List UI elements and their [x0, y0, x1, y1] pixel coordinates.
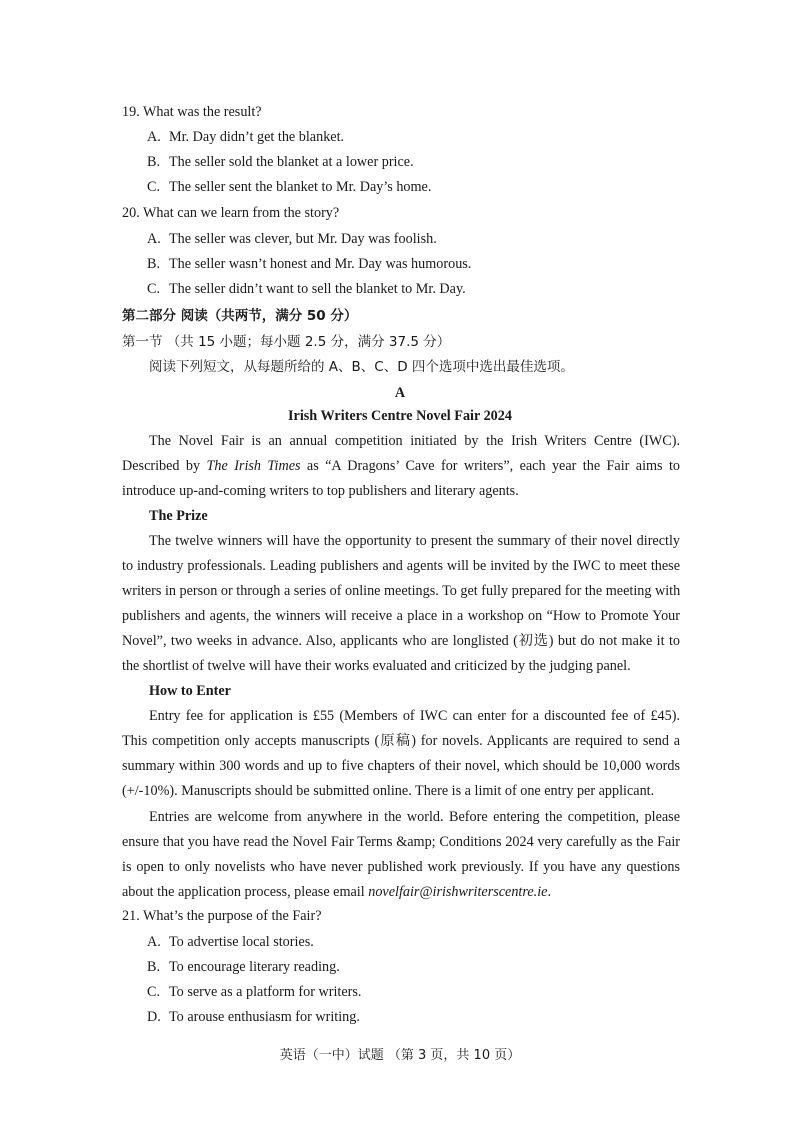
q20-option-c	[147, 280, 466, 298]
prize-line: publishers and agents, the winners will receive a place in a workshop on “How to Promote Your	[122, 608, 680, 624]
q19-option-b	[147, 153, 414, 171]
q21-option-a	[147, 933, 314, 951]
q19-stem: 19. What was the result?	[122, 104, 262, 120]
option-text: The seller was clever, but Mr. Day was foolish.	[169, 231, 437, 247]
entries-line	[122, 883, 680, 901]
section1-title: 第一节 （共 15 小题；每小题 2.5 分，满分 37.5 分）	[122, 334, 451, 350]
intro-line: introduce up-and-coming writers to top publishers and literary agents.	[122, 483, 519, 499]
q20-stem: 20. What can we learn from the story?	[122, 205, 340, 221]
option-text: Mr. Day didn’t get the blanket.	[169, 129, 345, 145]
enter-line: (+/-10%). Manuscripts should be submitted online. There is a limit of one entry per applicant.	[122, 783, 655, 799]
option-letter: C.	[147, 984, 161, 1000]
entries-line: ensure that you have read the Novel Fair Terms &amp; Conditions 2024 very carefully as the Fair	[122, 834, 680, 850]
option-letter: B.	[147, 959, 161, 975]
option-letter: C.	[147, 281, 161, 297]
q21-stem: 21. What’s the purpose of the Fair?	[122, 908, 322, 924]
prize-line: the shortlist of twelve will have their works evaluated and criticized by the judging panel.	[122, 658, 631, 674]
text-run: Described by	[122, 458, 207, 474]
intro-line: The Novel Fair is an annual competition initiated by the Irish Writers Centre (IWC).	[149, 433, 680, 449]
option-letter: A.	[147, 129, 161, 145]
q20-option-a	[147, 230, 437, 248]
q21-option-b	[147, 958, 340, 976]
reading-instruction: 阅读下列短文，从每题所给的 A、B、C、D 四个选项中选出最佳选项。	[149, 359, 574, 375]
enter-heading: How to Enter	[149, 683, 231, 699]
enter-line: This competition only accepts manuscripts (原稿) for novels. Applicants are required to send a	[122, 733, 680, 749]
prize-line: Novel”, two weeks in advance. Also, applicants who are longlisted (初选) but do not make it to	[122, 633, 680, 649]
option-letter: B.	[147, 154, 161, 170]
entries-line: is open to only novelists who have never published work previously. If you have any questions	[122, 859, 680, 875]
text-run: as “A Dragons’ Cave for writers”, each year the Fair aims to	[300, 458, 680, 474]
option-letter: B.	[147, 256, 161, 272]
option-text: To arouse enthusiasm for writing.	[169, 1009, 360, 1025]
prize-line: writers in person or through a series of online meetings. To get fully prepared for the meeting with	[122, 583, 681, 599]
option-text: To serve as a platform for writers.	[169, 984, 362, 1000]
contact-email: novelfair@irishwriterscentre.ie	[368, 884, 548, 900]
prize-line: The twelve winners will have the opportunity to present the summary of their novel directly	[149, 533, 680, 549]
page-footer: 英语（一中）试题 （第 3 页，共 10 页）	[279, 1048, 521, 1063]
text-run: about the application process, please email	[122, 884, 369, 900]
option-letter: D.	[147, 1009, 161, 1025]
enter-line: summary within 300 words and up to five chapters of their novel, which should be 10,000 words	[122, 758, 680, 774]
prize-line: to industry professionals. Leading publishers and agents will be invited by the IWC to meet these	[122, 558, 680, 574]
q21-option-c	[147, 983, 361, 1001]
intro-line	[122, 457, 680, 475]
text-run: .	[547, 884, 551, 900]
option-text: To encourage literary reading.	[169, 959, 340, 975]
part2-title: 第二部分 阅读（共两节，满分 50 分）	[122, 308, 358, 324]
option-text: The seller didn’t want to sell the blanket to Mr. Day.	[169, 281, 466, 297]
option-text: The seller sold the blanket at a lower price.	[169, 154, 414, 170]
option-text: The seller sent the blanket to Mr. Day’s home.	[169, 179, 432, 195]
q19-option-a	[147, 128, 344, 146]
newspaper-name: The Irish Times	[206, 458, 301, 474]
enter-line: Entry fee for application is £55 (Members of IWC can enter for a discounted fee of £45).	[149, 708, 680, 724]
option-letter: C.	[147, 179, 161, 195]
passage-letter: A	[394, 385, 406, 401]
passage-title: Irish Writers Centre Novel Fair 2024	[288, 408, 512, 424]
option-letter: A.	[147, 934, 161, 950]
q21-option-d	[147, 1008, 360, 1026]
option-text: The seller wasn’t honest and Mr. Day was humorous.	[169, 256, 472, 272]
option-text: To advertise local stories.	[169, 934, 314, 950]
entries-line: Entries are welcome from anywhere in the world. Before entering the competition, please	[149, 809, 680, 825]
prize-heading: The Prize	[149, 508, 208, 524]
q19-option-c	[147, 178, 431, 196]
option-letter: A.	[147, 231, 161, 247]
q20-option-b	[147, 255, 471, 273]
